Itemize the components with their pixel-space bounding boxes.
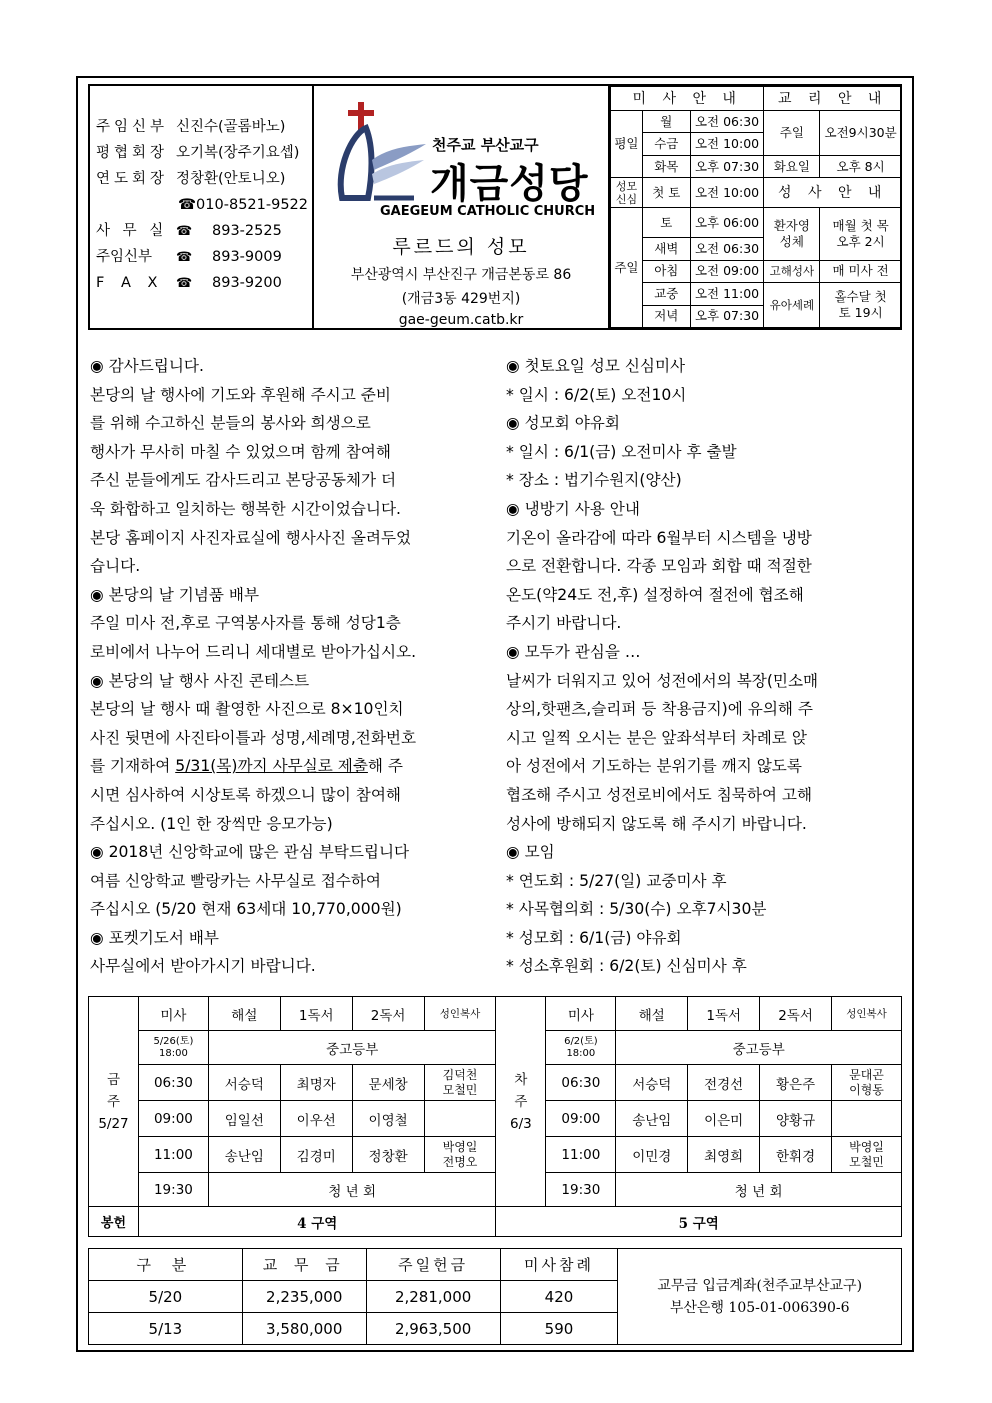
- staff-yeondo-president: 연도회장 정창환(안토니오): [96, 171, 286, 187]
- notice-photo-contest: ◉ 본당의 날 행사 사진 콘테스트 본당의 날 행사 때 촬영한 사진으로 8×10인치 사진 뒷면에 사진타이틀과 성명,세례명,전화번호 를 기재하여 5/31(목)까지 사무실로 제출해 주 시면 심사하여 시상토록 하겠으니 많이 참여해 주십시오. (1인 한 장씩만 응모가능): [90, 671, 417, 833]
- notice-souvenir: ◉ 본당의 날 기념품 배부 주일 미사 전,후로 구역봉사자를 통해 성당1층 로비에서 나누어 드리니 세대별로 받아가십시오.: [90, 585, 417, 661]
- phone-icon: ☎: [176, 276, 193, 291]
- website-link[interactable]: gae-geum.catb.kr: [398, 312, 524, 328]
- weekday-label: 평일: [611, 111, 643, 178]
- diocese-name: 천주교 부산교구: [432, 136, 539, 154]
- bank-account-info: 교무금 입금계좌(천주교부산교구) 부산은행 105-01-006390-6: [618, 1249, 902, 1345]
- staff-contacts: [90, 86, 314, 328]
- notice-first-saturday: ◉ 첫토요일 성모 신심미사 * 일시 : 6/2(토) 오전10시: [506, 357, 687, 404]
- schedule-table: 미 사 안 내 교 리 안 내 평일 월 오전 06:30 주일 오전9시30분 수금 오전 10:00 화목 오후 07:30 화요일 오후 8시 성모신심 첫 토 오전 10:00 성 사 안 내 주일 토 오후 06:00 환자영성체 매월 첫 목 오후 2시 새벽 오전 06:30 아침 오전 09:00 고해성사 매 미사 전 교중 오전 11:00 유아세례 홀수달 첫토 19시 저녁 오후 07:30: [610, 86, 902, 328]
- schedule-panel: [610, 86, 902, 328]
- table-row: 5/13 3,580,000 2,963,500 590: [89, 1313, 902, 1345]
- notice-air-conditioning: ◉ 냉방기 사용 안내 기온이 올라감에 따라 6월부터 시스템을 냉방 으로 전환합니다. 각종 모임과 회합 때 적절한 온도(약24도 전,후) 설정하여 절전에 협조해 주시기 바랍니다.: [506, 499, 812, 633]
- table-row: 5/26(토) 18:00 중고등부 6/2(토) 18:00 중고등부: [89, 1031, 902, 1065]
- church-english-name: GAEGEUM CATHOLIC CHURCH: [380, 204, 596, 219]
- staff-council-president: 평협회장 오기복(장주기요셉): [96, 145, 300, 161]
- church-logo-icon: [328, 98, 428, 208]
- next-week-label: 차 주 6/3: [496, 997, 546, 1207]
- table-row: 5/20 2,235,000 2,281,000 420: [89, 1281, 902, 1313]
- address-line-2: (개금3동 429번지): [401, 291, 521, 307]
- phone-pastor: 주임신부 ☎ 893-9009: [96, 244, 312, 270]
- table-row: 11:00 송난임 김경미 정창환 박영일 전명오 11:00 이민경 최영희 한휘경 박영일 모철민: [89, 1137, 902, 1173]
- phone-icon: ☎: [176, 224, 193, 239]
- first-saturday-label: 성모신심: [611, 178, 643, 208]
- church-name: 개금성당: [430, 161, 589, 207]
- table-row: 구 분 교 무 금 주일헌금 미사참례 교무금 입금계좌(천주교부산교구) 부산은행 105-01-006390-6: [89, 1249, 902, 1281]
- sunday-label: 주일: [611, 208, 643, 328]
- notice-picnic: ◉ 성모회 야유회 * 일시 : 6/1(금) 오전미사 후 출발 * 장소 : 법기수원지(양산): [506, 414, 737, 490]
- catechism-guide-title: 교 리 안 내: [764, 87, 902, 111]
- this-week-label: 금 주 5/27: [89, 997, 139, 1207]
- staff-pastor: 주임신부 신진수(골롬바노): [96, 119, 286, 135]
- phone-office: 사 무 실 ☎ 893-2525: [96, 218, 312, 244]
- sacrament-guide-title: 성 사 안 내: [764, 178, 902, 208]
- offering-row: 봉헌 4 구역 5 구역: [89, 1207, 902, 1237]
- phone-icon: ☎: [176, 250, 193, 265]
- table-row: 금 주 5/27 미사 해설 1독서 2독서 성인복사 차 주 6/3 미사 해설 1독서 2독서 성인복사: [89, 997, 902, 1031]
- bulletin-header: [88, 84, 902, 330]
- notice-attention: ◉ 모두가 관심을 … 날씨가 더워지고 있어 성전에서의 복장(민소매 상의,핫팬츠,슬리퍼 등 착용금지)에 유의해 주 시고 일찍 오시는 분은 앞좌석부터 차례로 앉 아 성전에서 기도하는 분위기를 깨지 않도록 협조해 주시고 성전로비에서도 침묵하여 고해 성사에 방해되지 않도록 해 주시기 바랍니다.: [506, 642, 819, 833]
- bulletin-motto: 루르드의 성모: [392, 236, 530, 258]
- table-row: 09:00 임일선 이우선 이영철 09:00 송난임 이은미 양황규: [89, 1101, 902, 1137]
- table-row: 06:30 서승덕 최명자 문세창 김덕천 모철민 06:30 서승덕 전경선 황은주 문대곤 이형동: [89, 1065, 902, 1101]
- mass-guide-title: 미 사 안 내: [611, 87, 764, 111]
- table-row: 19:30 청 년 회 19:30 청 년 회: [89, 1173, 902, 1207]
- mobile-number: ☎010-8521-9522: [178, 197, 309, 213]
- address-line-1: 부산광역시 부산진구 개금본동로 86: [350, 267, 572, 283]
- liturgy-roster-table: [88, 996, 902, 1237]
- notices-left-column: [90, 352, 494, 981]
- notices-right-column: [506, 352, 902, 981]
- notice-meetings: ◉ 모임 * 연도회 : 5/27(일) 교중미사 후 * 사목협의회 : 5/30(수) 오후7시30분 * 성모회 : 6/1(금) 야유회 * 성소후원회 : 6/2(토) 신심미사 후: [506, 843, 767, 976]
- notice-pocket-prayer: ◉ 포켓기도서 배부 사무실에서 받아가시기 바랍니다.: [90, 928, 316, 976]
- offerings-table: [88, 1248, 902, 1345]
- notice-thanks: ◉ 감사드립니다. 본당의 날 행사에 기도와 후원해 주시고 준비 를 위해 수고하신 분들의 봉사와 희생으로 행사가 무사히 마칠 수 있었으며 함께 참여해 주신 분들에게도 감사드리고 본당공동체가 더 욱 화합하고 일치하는 행복한 시간이었습니다. 본당 홈페이지 사진자료실에 행사사진 올려두었 습니다.: [90, 357, 412, 576]
- church-identity: [314, 86, 610, 328]
- contest-deadline: 5/31(목)까지 사무실로 제출: [175, 757, 368, 776]
- phone-fax: F A X ☎ 893-9200: [96, 270, 312, 296]
- notice-faith-school: ◉ 2018년 신앙학교에 많은 관심 부탁드립니다 여름 신앙학교 빨랑카는 사무실로 접수하여 주십시오 (5/20 현재 63세대 10,770,000원): [90, 843, 410, 919]
